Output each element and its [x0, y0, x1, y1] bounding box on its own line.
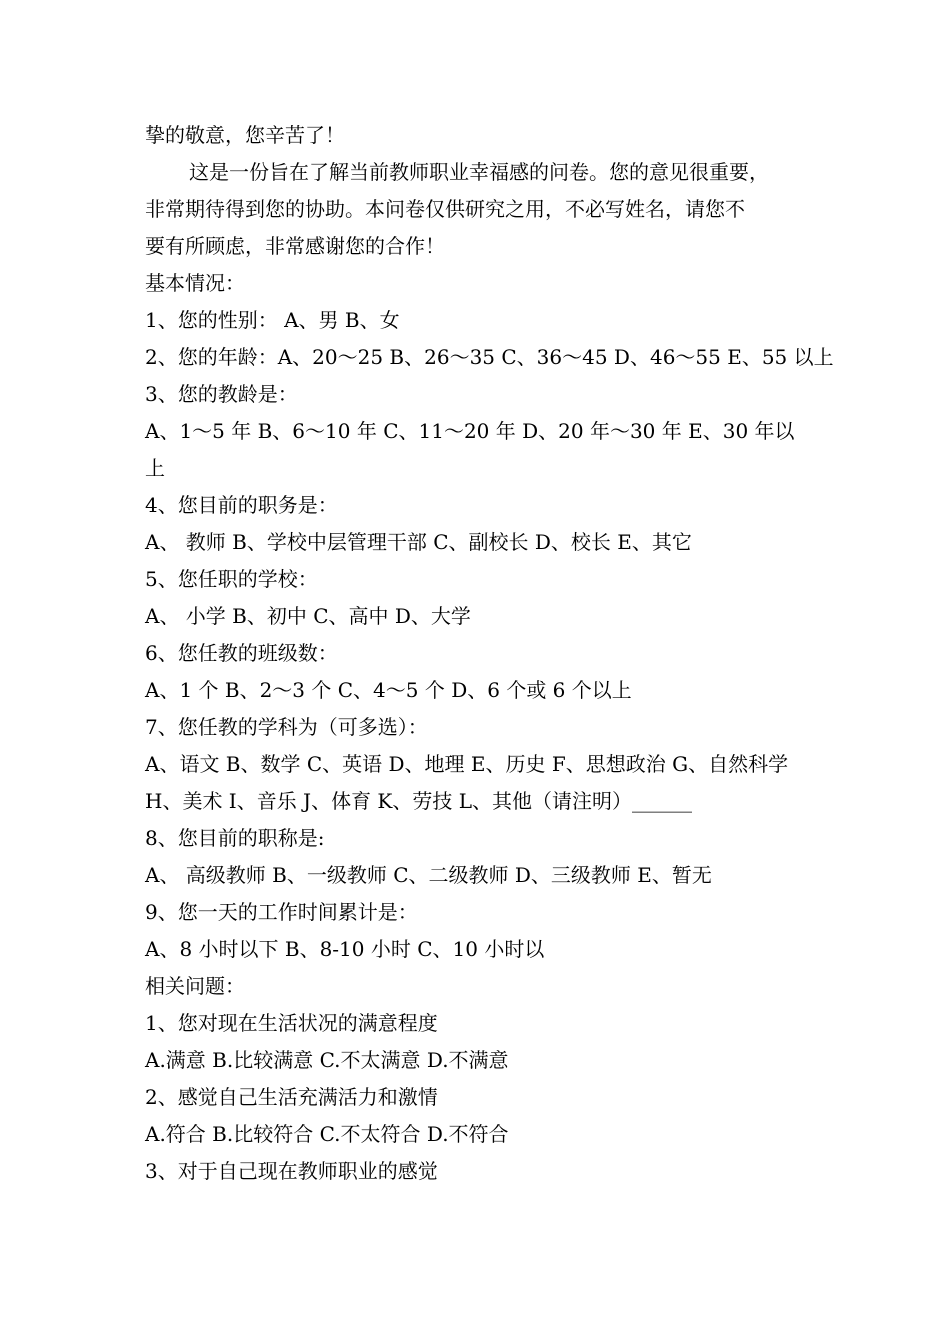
options-teaching-years-cont: 上 [145, 456, 165, 480]
text-line-intro-3: 要有所顾虑，非常感谢您的合作！ [145, 234, 445, 258]
question-subjects: 7、您任教的学科为（可多选）： [145, 715, 428, 739]
options-subjects-2: H、美术 I、音乐 J、体育 K、劳技 L、其他（请注明）______ [145, 789, 693, 813]
options-teaching-years: A、1～5 年 B、6～10 年 C、11～20 年 D、20 年～30 年 E、30 年以 [145, 419, 795, 443]
question-position: 4、您目前的职务是： [145, 493, 338, 517]
question-career-feeling: 3、对于自己现在教师职业的感觉 [145, 1159, 438, 1183]
question-gender: 1、您的性别： A、男 B、女 [145, 308, 400, 332]
options-title: A、 高级教师 B、一级教师 C、二级教师 D、三级教师 E、暂无 [145, 863, 712, 887]
question-life-satisfaction: 1、您对现在生活状况的满意程度 [145, 1011, 438, 1035]
question-title: 8、您目前的职称是: [145, 826, 325, 850]
text-line-greeting-end: 挚的敬意，您辛苦了！ [145, 123, 345, 147]
document-body [145, 117, 834, 1190]
section-heading-related: 相关问题： [145, 974, 245, 998]
question-school: 5、您任职的学校： [145, 567, 318, 591]
options-work-hours: A、8 小时以下 B、8-10 小时 C、10 小时以 [145, 937, 545, 961]
question-work-hours: 9、您一天的工作时间累计是： [145, 900, 418, 924]
options-school: A、 小学 B、初中 C、高中 D、大学 [145, 604, 471, 628]
text-line-intro-2: 非常期待得到您的协助。本问卷仅供研究之用，不必写姓名，请您不 [145, 197, 745, 221]
question-class-count: 6、您任教的班级数： [145, 641, 338, 665]
question-vitality: 2、感觉自己生活充满活力和激情 [145, 1085, 438, 1109]
text-line-intro-1: 这是一份旨在了解当前教师职业幸福感的问卷。您的意见很重要， [189, 160, 769, 184]
options-position: A、 教师 B、学校中层管理干部 C、副校长 D、校长 E、其它 [145, 530, 692, 554]
question-age: 2、您的年龄：A、20～25 B、26～35 C、36～45 D、46～55 E、55 以上 [145, 345, 834, 369]
options-class-count: A、1 个 B、2～3 个 C、4～5 个 D、6 个或 6 个以上 [145, 678, 632, 702]
options-subjects-1: A、语文 B、数学 C、英语 D、地理 E、历史 F、思想政治 G、自然科学 [145, 752, 789, 776]
options-life-satisfaction: A.满意 B.比较满意 C.不太满意 D.不满意 [145, 1048, 509, 1072]
section-heading-basic-info: 基本情况： [145, 271, 245, 295]
question-teaching-years: 3、您的教龄是： [145, 382, 298, 406]
options-vitality: A.符合 B.比较符合 C.不太符合 D.不符合 [145, 1122, 509, 1146]
